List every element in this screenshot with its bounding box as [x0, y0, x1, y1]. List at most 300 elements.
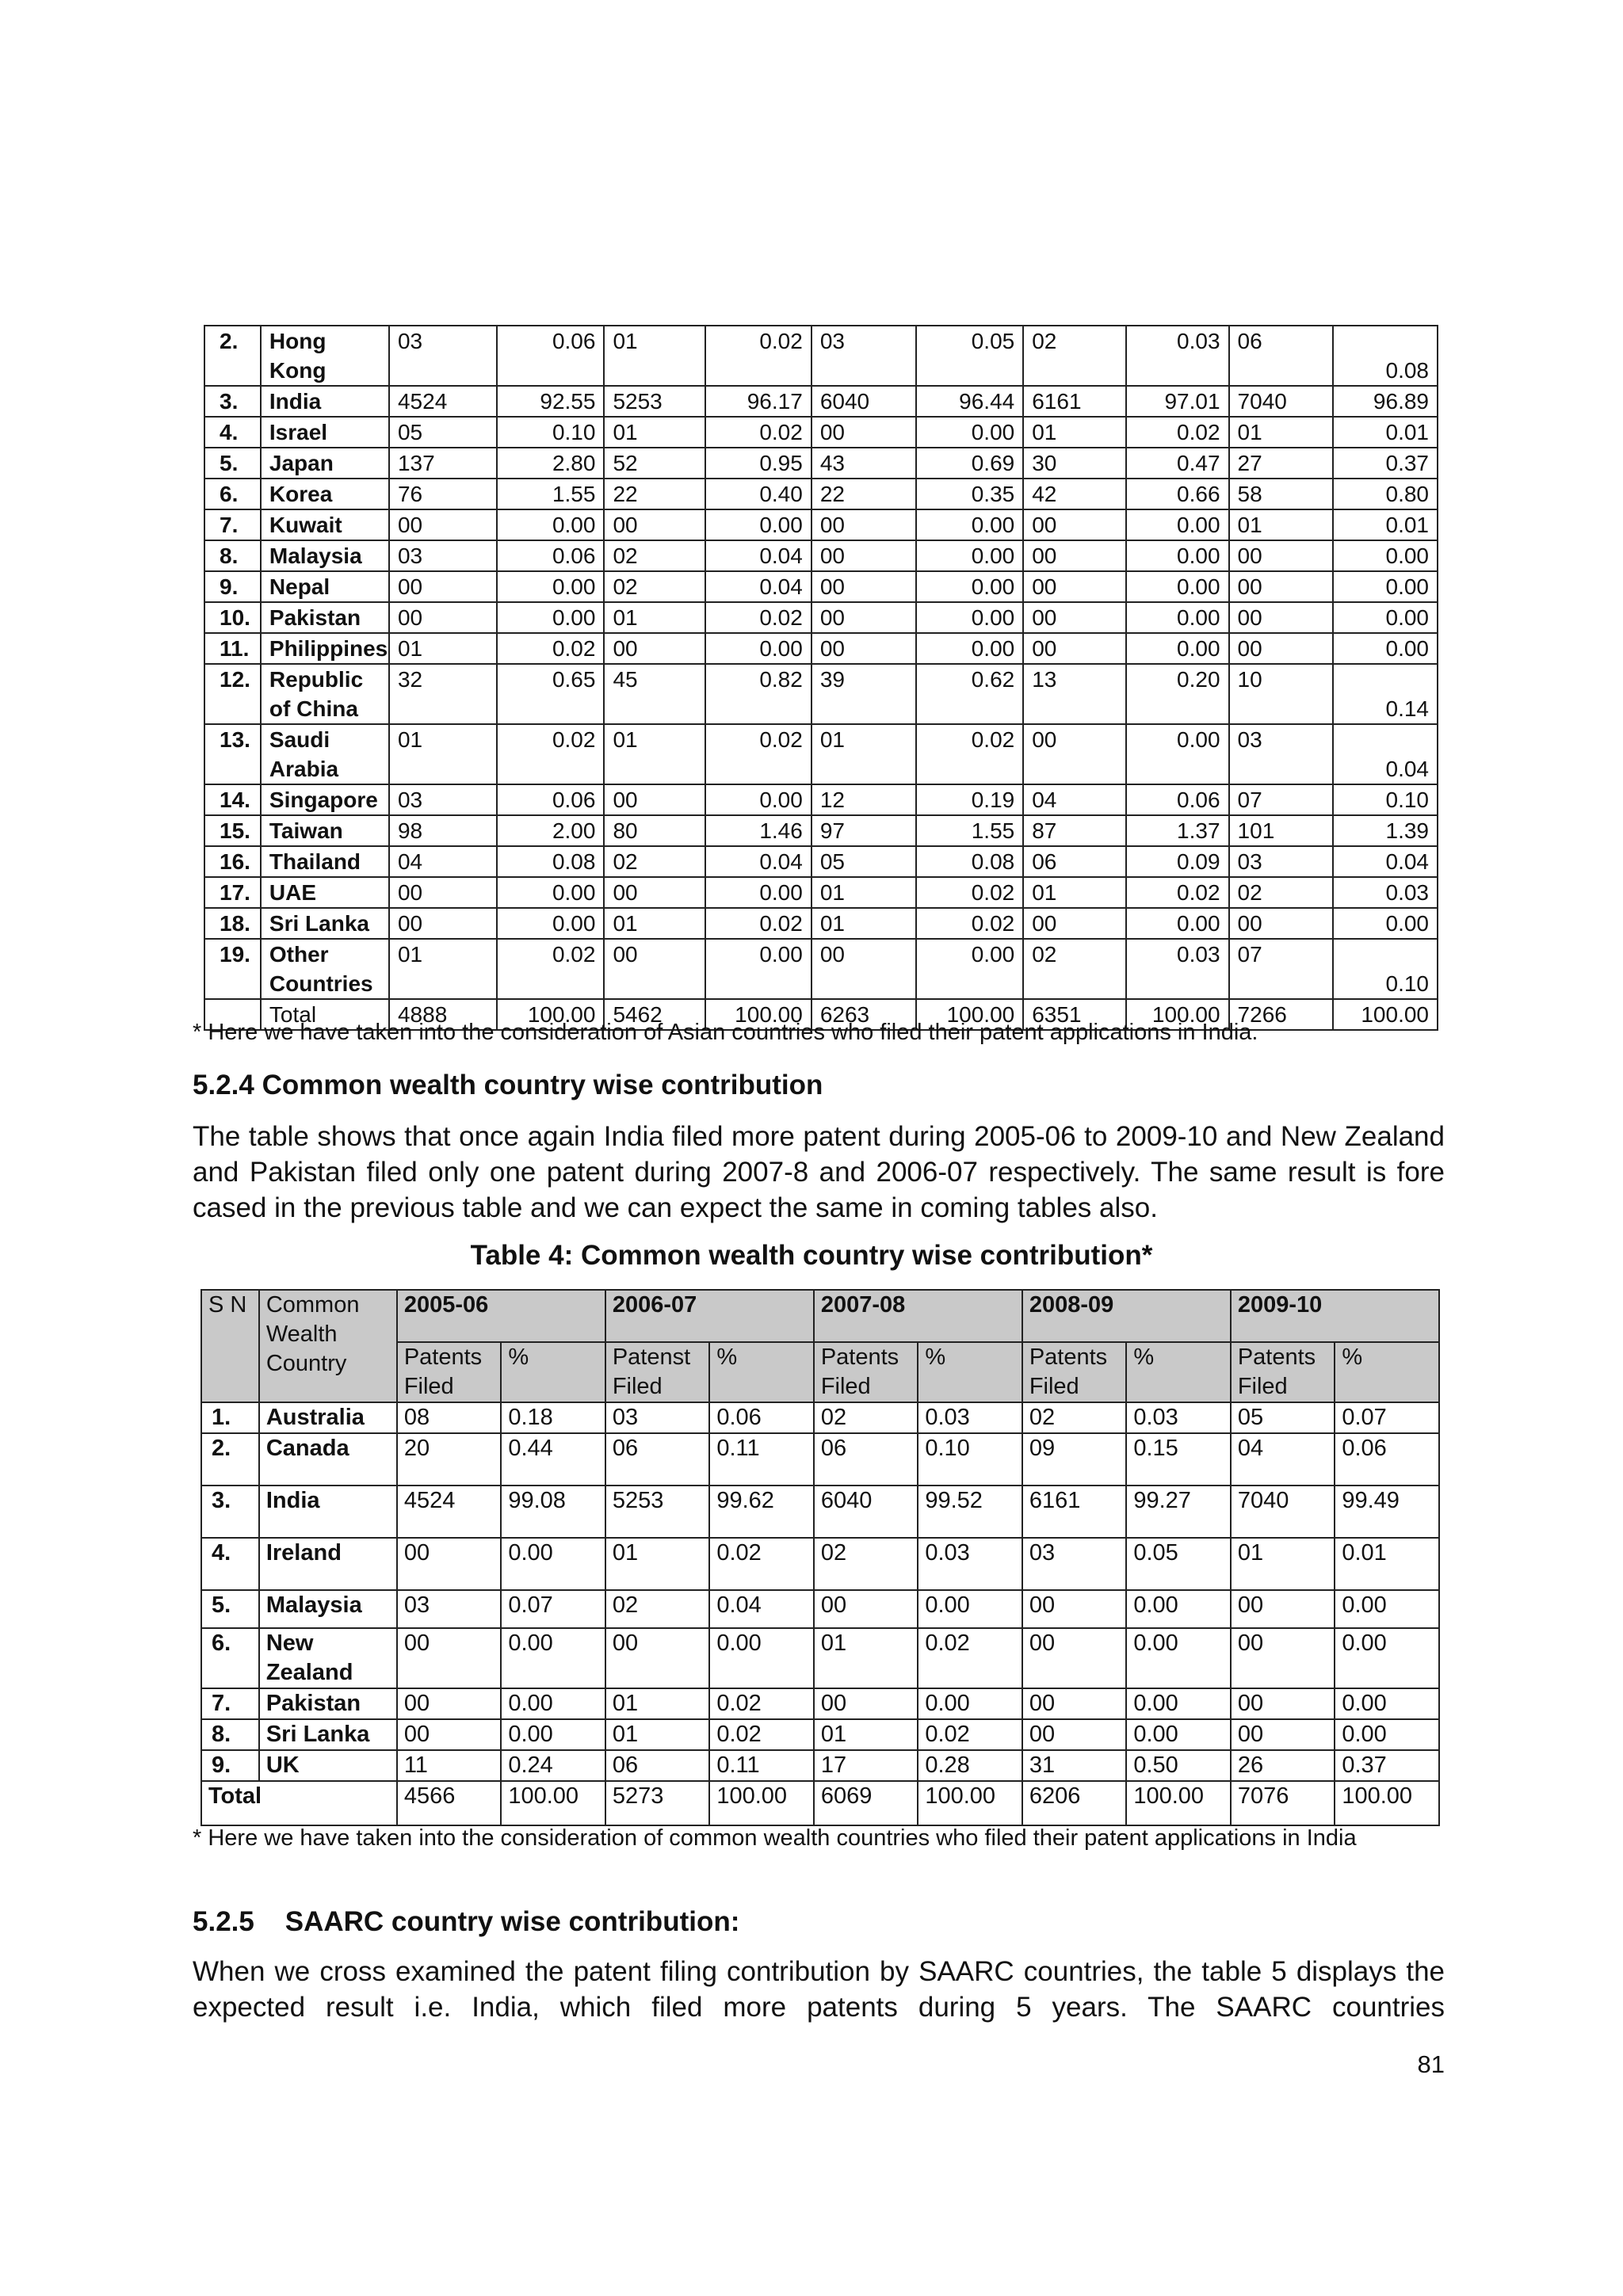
percent-cell: 0.50 [1126, 1750, 1231, 1781]
patents-cell: 04 [389, 846, 497, 877]
percent-cell: 1.46 [705, 815, 812, 846]
percent-cell: 0.01 [1335, 1538, 1439, 1590]
row-serial: 15. [204, 815, 261, 846]
percent-cell: 0.00 [1333, 540, 1438, 571]
patents-cell: 02 [604, 571, 705, 602]
patents-cell: 00 [397, 1688, 502, 1719]
percent-cell: 0.00 [1333, 908, 1438, 939]
percent-cell: 0.00 [1126, 1590, 1231, 1628]
percent-cell: 0.03 [1126, 1402, 1231, 1433]
table-row [201, 1402, 1439, 1433]
row-country: India [259, 1486, 397, 1538]
percent-cell: 0.00 [1126, 724, 1229, 784]
percent-cell: 0.00 [1126, 908, 1229, 939]
percent-cell: 0.00 [1126, 633, 1229, 664]
percent-cell: 0.62 [916, 664, 1024, 724]
percent-cell: 0.04 [1333, 724, 1438, 784]
percent-cell: 0.47 [1126, 448, 1229, 479]
patents-cell: 01 [604, 417, 705, 448]
row-serial: 4. [204, 417, 261, 448]
patents-cell: 02 [604, 846, 705, 877]
percent-cell: 0.00 [916, 540, 1024, 571]
patents-cell: 30 [1023, 448, 1126, 479]
row-country: Malaysia [261, 540, 389, 571]
patents-cell: 52 [604, 448, 705, 479]
percent-cell: 0.15 [1126, 1433, 1231, 1486]
percent-cell: 0.00 [501, 1719, 605, 1750]
patents-cell: 00 [814, 1590, 918, 1628]
total-value: 5462 [604, 999, 705, 1030]
percent-cell: 0.00 [497, 571, 605, 602]
page-number: 81 [1417, 2050, 1445, 2078]
percent-cell: 0.02 [705, 417, 812, 448]
percent-cell: 0.35 [916, 479, 1024, 509]
percent-cell: 0.00 [705, 939, 812, 999]
percent-cell: 0.00 [1335, 1590, 1439, 1628]
percent-cell: 0.02 [709, 1538, 814, 1590]
row-country: Sri Lanka [259, 1719, 397, 1750]
percent-cell: 0.03 [918, 1538, 1022, 1590]
patents-cell: 00 [604, 939, 705, 999]
total-value: 6263 [812, 999, 916, 1030]
row-serial: 8. [204, 540, 261, 571]
percent-cell: 1.55 [497, 479, 605, 509]
percent-cell: 2.80 [497, 448, 605, 479]
percent-cell: 0.80 [1333, 479, 1438, 509]
percent-cell: 0.00 [916, 417, 1024, 448]
percent-cell: 0.05 [916, 326, 1024, 386]
patents-cell: 101 [1229, 815, 1334, 846]
patents-cell: 03 [605, 1402, 710, 1433]
row-serial: 7. [204, 509, 261, 540]
percent-cell: 0.02 [497, 724, 605, 784]
row-country: Malaysia [259, 1590, 397, 1628]
section-524-heading: 5.2.4 Common wealth country wise contribution [193, 1070, 823, 1100]
percent-cell: 96.44 [916, 386, 1024, 417]
percent-cell: 0.00 [918, 1590, 1022, 1628]
patents-cell: 01 [605, 1688, 710, 1719]
percent-cell: 0.95 [705, 448, 812, 479]
patents-cell: 01 [1023, 417, 1126, 448]
row-serial: 9. [204, 571, 261, 602]
percent-cell: 0.02 [918, 1719, 1022, 1750]
row-serial: 1. [201, 1402, 259, 1433]
percent-cell: 0.20 [1126, 664, 1229, 724]
total-value: 100.00 [705, 999, 812, 1030]
percent-cell: 0.06 [1126, 784, 1229, 815]
patents-cell: 01 [812, 724, 916, 784]
row-country: Hong Kong [261, 326, 389, 386]
table4-header-row [201, 1290, 1439, 1342]
table4-subheader-cell: % [501, 1342, 605, 1402]
patents-cell: 00 [1023, 571, 1126, 602]
total-value: 100.00 [918, 1781, 1022, 1825]
patents-cell: 00 [812, 571, 916, 602]
table-row [201, 1590, 1439, 1628]
table4-subheader-cell: Patents Filed [814, 1342, 918, 1402]
patents-cell: 45 [604, 664, 705, 724]
patents-cell: 06 [1023, 846, 1126, 877]
table-row [204, 846, 1438, 877]
percent-cell: 0.00 [1126, 1628, 1231, 1688]
patents-cell: 00 [812, 602, 916, 633]
percent-cell: 1.39 [1333, 815, 1438, 846]
percent-cell: 0.02 [918, 1628, 1022, 1688]
patents-cell: 00 [1023, 602, 1126, 633]
patents-cell: 01 [814, 1628, 918, 1688]
patents-cell: 00 [812, 509, 916, 540]
patents-cell: 01 [605, 1538, 710, 1590]
patents-cell: 00 [389, 509, 497, 540]
percent-cell: 92.55 [497, 386, 605, 417]
percent-cell: 0.04 [705, 540, 812, 571]
table-row [201, 1688, 1439, 1719]
patents-cell: 6161 [1023, 386, 1126, 417]
percent-cell: 0.14 [1333, 664, 1438, 724]
percent-cell: 0.02 [705, 326, 812, 386]
asian-country-table [204, 325, 1438, 1031]
patents-cell: 76 [389, 479, 497, 509]
patents-cell: 01 [389, 724, 497, 784]
table-row [204, 664, 1438, 724]
table-row [204, 571, 1438, 602]
percent-cell: 0.00 [1126, 540, 1229, 571]
patents-cell: 01 [389, 939, 497, 999]
total-value: 6069 [814, 1781, 918, 1825]
table4-header-year: 2006-07 [605, 1290, 814, 1342]
row-country: Israel [261, 417, 389, 448]
percent-cell: 0.00 [1335, 1719, 1439, 1750]
patents-cell: 01 [604, 724, 705, 784]
percent-cell: 0.10 [1333, 939, 1438, 999]
table4-subheader-cell: Patents Filed [397, 1342, 502, 1402]
patents-cell: 00 [605, 1628, 710, 1688]
table-row [201, 1750, 1439, 1781]
table4-subheader-cell: % [709, 1342, 814, 1402]
percent-cell: 0.19 [916, 784, 1024, 815]
table-row [201, 1538, 1439, 1590]
patents-cell: 05 [389, 417, 497, 448]
patents-cell: 02 [605, 1590, 710, 1628]
commonwealth-table-note: * Here we have taken into the consideration of common wealth countries who filed their patent applications in India [193, 1825, 1357, 1851]
percent-cell: 0.66 [1126, 479, 1229, 509]
row-serial: 5. [201, 1590, 259, 1628]
table4-subheader-cell: Patents Filed [1022, 1342, 1127, 1402]
percent-cell: 0.00 [705, 509, 812, 540]
percent-cell: 0.00 [1126, 509, 1229, 540]
percent-cell: 0.02 [916, 877, 1024, 908]
row-country: Pakistan [259, 1688, 397, 1719]
table-row [204, 724, 1438, 784]
patents-cell: 03 [812, 326, 916, 386]
percent-cell: 0.03 [1126, 939, 1229, 999]
row-serial: 2. [204, 326, 261, 386]
patents-cell: 02 [1229, 877, 1334, 908]
patents-cell: 07 [1229, 784, 1334, 815]
patents-cell: 39 [812, 664, 916, 724]
patents-cell: 01 [1023, 877, 1126, 908]
table-row [204, 326, 1438, 386]
percent-cell: 0.00 [1335, 1688, 1439, 1719]
row-country: Singapore [261, 784, 389, 815]
total-value: 4566 [397, 1781, 502, 1825]
percent-cell: 0.03 [918, 1402, 1022, 1433]
percent-cell: 0.04 [709, 1590, 814, 1628]
patents-cell: 08 [397, 1402, 502, 1433]
percent-cell: 0.00 [1333, 633, 1438, 664]
percent-cell: 0.04 [1333, 846, 1438, 877]
percent-cell: 0.00 [497, 908, 605, 939]
patents-cell: 00 [1022, 1628, 1127, 1688]
patents-cell: 00 [604, 877, 705, 908]
patents-cell: 02 [1023, 326, 1126, 386]
percent-cell: 0.00 [705, 877, 812, 908]
row-country: Thailand [261, 846, 389, 877]
table-row [201, 1433, 1439, 1486]
total-label: Total [261, 999, 389, 1030]
percent-cell: 0.07 [1335, 1402, 1439, 1433]
section-524-paragraph: The table shows that once again India filed more patent during 2005-06 to 2009-10 and New Zealand and Pakistan filed only one patent during 2007-8 and 2006-07 respectively. The same result is fore cased in the previous table and we can expect the same in coming tables also. [193, 1121, 1445, 1223]
patents-cell: 10 [1229, 664, 1334, 724]
percent-cell: 0.02 [705, 724, 812, 784]
percent-cell: 0.00 [1333, 602, 1438, 633]
percent-cell: 99.27 [1126, 1486, 1231, 1538]
patents-cell: 02 [814, 1402, 918, 1433]
percent-cell: 0.24 [501, 1750, 605, 1781]
patents-cell: 00 [1023, 509, 1126, 540]
patents-cell: 00 [1229, 602, 1334, 633]
patents-cell: 03 [389, 326, 497, 386]
table4-header-year: 2007-08 [814, 1290, 1022, 1342]
patents-cell: 06 [814, 1433, 918, 1486]
row-serial: 17. [204, 877, 261, 908]
patents-cell: 03 [1229, 724, 1334, 784]
percent-cell: 0.02 [497, 939, 605, 999]
percent-cell: 99.08 [501, 1486, 605, 1538]
percent-cell: 0.06 [709, 1402, 814, 1433]
table-row [201, 1719, 1439, 1750]
patents-cell: 06 [605, 1433, 710, 1486]
total-value: 100.00 [1333, 999, 1438, 1030]
patents-cell: 05 [1231, 1402, 1335, 1433]
percent-cell: 0.37 [1335, 1750, 1439, 1781]
patents-cell: 00 [389, 908, 497, 939]
patents-cell: 04 [1231, 1433, 1335, 1486]
percent-cell: 0.40 [705, 479, 812, 509]
percent-cell: 0.00 [705, 784, 812, 815]
patents-cell: 00 [1023, 724, 1126, 784]
total-value: 6206 [1022, 1781, 1127, 1825]
percent-cell: 99.49 [1335, 1486, 1439, 1538]
patents-cell: 00 [397, 1719, 502, 1750]
patents-cell: 00 [1023, 540, 1126, 571]
percent-cell: 0.10 [497, 417, 605, 448]
percent-cell: 0.28 [918, 1750, 1022, 1781]
patents-cell: 58 [1229, 479, 1334, 509]
percent-cell: 0.01 [1333, 417, 1438, 448]
asian-table-note: * Here we have taken into the consideration of Asian countries who filed their patent applications in India. [193, 1020, 1258, 1045]
table4-header-year: 2008-09 [1022, 1290, 1231, 1342]
percent-cell: 0.08 [1333, 326, 1438, 386]
table-row [201, 1486, 1439, 1538]
patents-cell: 00 [1231, 1590, 1335, 1628]
patents-cell: 00 [1231, 1688, 1335, 1719]
percent-cell: 0.00 [705, 633, 812, 664]
patents-cell: 06 [605, 1750, 710, 1781]
patents-cell: 00 [397, 1538, 502, 1590]
patents-cell: 22 [812, 479, 916, 509]
percent-cell: 0.06 [1335, 1433, 1439, 1486]
row-serial: 11. [204, 633, 261, 664]
patents-cell: 00 [1231, 1628, 1335, 1688]
row-serial: 6. [204, 479, 261, 509]
patents-cell: 03 [389, 540, 497, 571]
percent-cell: 0.00 [1126, 1688, 1231, 1719]
percent-cell: 0.00 [1333, 571, 1438, 602]
percent-cell: 0.01 [1333, 509, 1438, 540]
row-serial: 3. [204, 386, 261, 417]
table4-subheader-cell: % [1126, 1342, 1231, 1402]
percent-cell: 0.02 [1126, 417, 1229, 448]
table-row [204, 784, 1438, 815]
patents-cell: 00 [604, 633, 705, 664]
patents-cell: 4524 [397, 1486, 502, 1538]
patents-cell: 00 [812, 939, 916, 999]
patents-cell: 7040 [1231, 1486, 1335, 1538]
patents-cell: 6040 [812, 386, 916, 417]
table4-header-year: 2009-10 [1231, 1290, 1439, 1342]
percent-cell: 0.06 [497, 540, 605, 571]
patents-cell: 03 [1229, 846, 1334, 877]
percent-cell: 0.69 [916, 448, 1024, 479]
percent-cell: 0.00 [1335, 1628, 1439, 1688]
total-value: 100.00 [497, 999, 605, 1030]
percent-cell: 96.89 [1333, 386, 1438, 417]
percent-cell: 0.07 [501, 1590, 605, 1628]
percent-cell: 0.09 [1126, 846, 1229, 877]
patents-cell: 13 [1023, 664, 1126, 724]
patents-cell: 01 [812, 908, 916, 939]
total-value: 100.00 [1126, 999, 1229, 1030]
patents-cell: 5253 [605, 1486, 710, 1538]
row-country: Australia [259, 1402, 397, 1433]
percent-cell: 0.04 [705, 846, 812, 877]
total-value: 100.00 [916, 999, 1024, 1030]
patents-cell: 17 [814, 1750, 918, 1781]
table4-header-sn: S N [201, 1290, 259, 1402]
table-row [204, 509, 1438, 540]
patents-cell: 137 [389, 448, 497, 479]
table-row [204, 939, 1438, 999]
percent-cell: 0.08 [497, 846, 605, 877]
row-country: Ireland [259, 1538, 397, 1590]
patents-cell: 04 [1023, 784, 1126, 815]
table4-subheader-cell: % [918, 1342, 1022, 1402]
percent-cell: 96.17 [705, 386, 812, 417]
percent-cell: 0.02 [705, 602, 812, 633]
percent-cell: 0.00 [497, 602, 605, 633]
percent-cell: 0.00 [497, 877, 605, 908]
percent-cell: 0.06 [497, 784, 605, 815]
patents-cell: 00 [604, 784, 705, 815]
patents-cell: 00 [1229, 571, 1334, 602]
patents-cell: 00 [389, 571, 497, 602]
commonwealth-country-table [200, 1289, 1440, 1826]
table4-subheader-cell: % [1335, 1342, 1439, 1402]
row-country: Other Countries [261, 939, 389, 999]
row-serial: 8. [201, 1719, 259, 1750]
row-country: Japan [261, 448, 389, 479]
percent-cell: 0.00 [916, 509, 1024, 540]
percent-cell: 0.00 [916, 602, 1024, 633]
percent-cell: 0.00 [709, 1628, 814, 1688]
row-country: Republic of China [261, 664, 389, 724]
total-value: 7266 [1229, 999, 1334, 1030]
percent-cell: 0.00 [501, 1628, 605, 1688]
table4-caption: Table 4: Common wealth country wise contribution* [470, 1240, 1153, 1271]
percent-cell: 0.02 [1126, 877, 1229, 908]
total-value: 100.00 [1126, 1781, 1231, 1825]
patents-cell: 00 [812, 417, 916, 448]
percent-cell: 99.62 [709, 1486, 814, 1538]
percent-cell: 97.01 [1126, 386, 1229, 417]
patents-cell: 01 [389, 633, 497, 664]
row-serial: 2. [201, 1433, 259, 1486]
patents-cell: 02 [814, 1538, 918, 1590]
patents-cell: 11 [397, 1750, 502, 1781]
total-value: 100.00 [1335, 1781, 1439, 1825]
percent-cell: 0.10 [1333, 784, 1438, 815]
percent-cell: 0.08 [916, 846, 1024, 877]
patents-cell: 01 [604, 326, 705, 386]
row-serial: 19. [204, 939, 261, 999]
patents-cell: 00 [812, 633, 916, 664]
row-serial: 14. [204, 784, 261, 815]
patents-cell: 6161 [1022, 1486, 1127, 1538]
patents-cell: 00 [1022, 1590, 1127, 1628]
percent-cell: 0.00 [916, 571, 1024, 602]
table-row [204, 908, 1438, 939]
patents-cell: 5253 [604, 386, 705, 417]
patents-cell: 00 [1023, 908, 1126, 939]
percent-cell: 0.02 [497, 633, 605, 664]
percent-cell: 0.00 [501, 1688, 605, 1719]
row-country: Pakistan [261, 602, 389, 633]
row-serial: 5. [204, 448, 261, 479]
patents-cell: 00 [604, 509, 705, 540]
percent-cell: 0.82 [705, 664, 812, 724]
patents-cell: 07 [1229, 939, 1334, 999]
table4-header-year: 2005-06 [397, 1290, 605, 1342]
patents-cell: 98 [389, 815, 497, 846]
patents-cell: 03 [389, 784, 497, 815]
patents-cell: 00 [1023, 633, 1126, 664]
table-row [204, 479, 1438, 509]
patents-cell: 02 [604, 540, 705, 571]
section-525-paragraph: When we cross examined the patent filing contribution by SAARC countries, the table 5 displays the expected result i.e. India, which filed more patents during 5 years. The SAARC countries [193, 1956, 1445, 2023]
patents-cell: 06 [1229, 326, 1334, 386]
percent-cell: 1.37 [1126, 815, 1229, 846]
percent-cell: 0.37 [1333, 448, 1438, 479]
row-country: Philippines [261, 633, 389, 664]
patents-cell: 02 [1023, 939, 1126, 999]
patents-cell: 09 [1022, 1433, 1127, 1486]
row-serial: 3. [201, 1486, 259, 1538]
patents-cell: 01 [1229, 509, 1334, 540]
total-value: 5273 [605, 1781, 710, 1825]
percent-cell: 0.02 [916, 908, 1024, 939]
percent-cell: 0.05 [1126, 1538, 1231, 1590]
